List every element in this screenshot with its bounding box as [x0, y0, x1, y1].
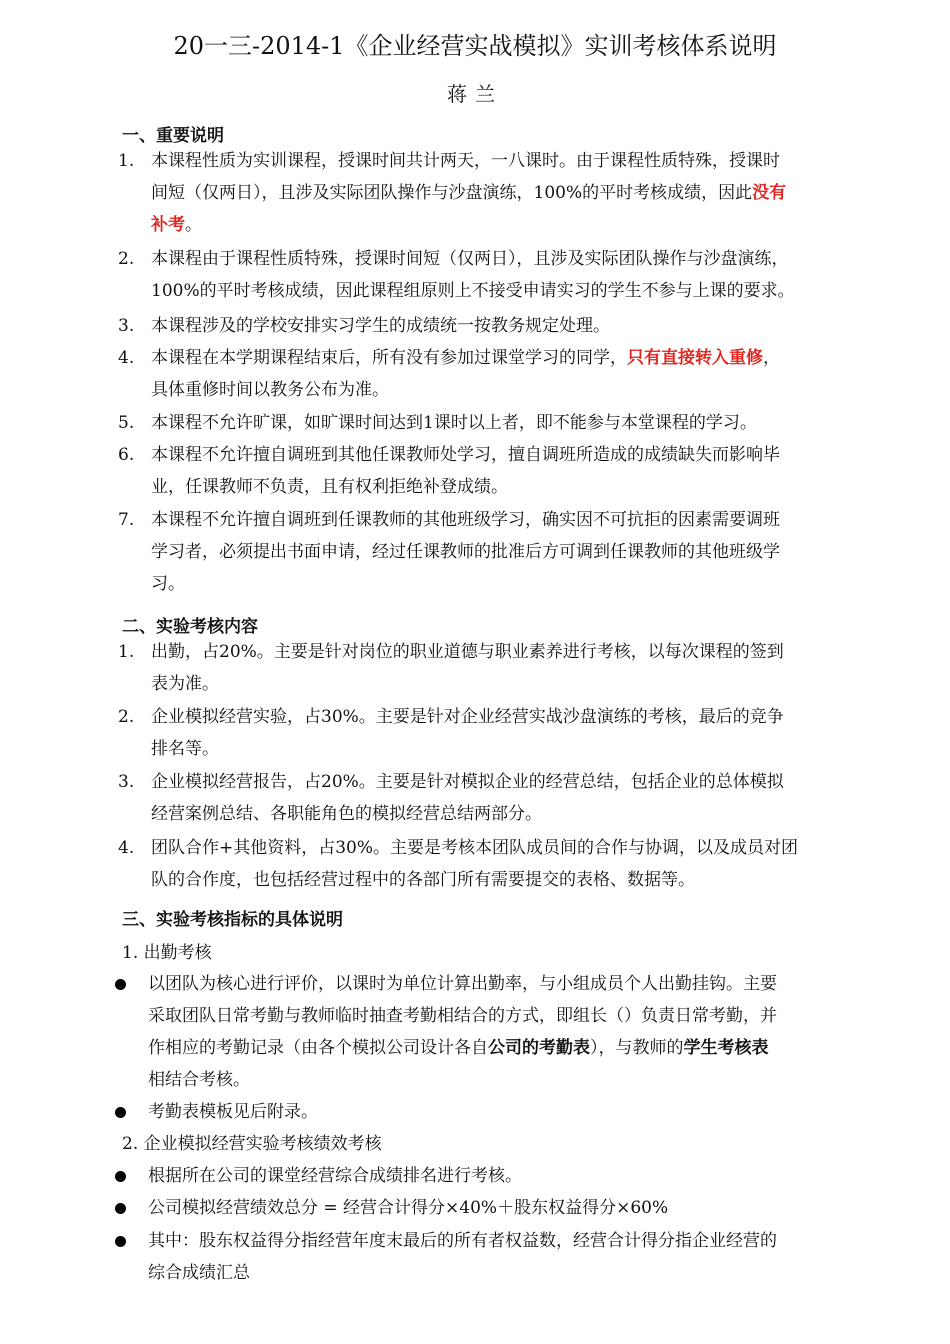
item-number: 1.: [118, 151, 135, 171]
item-text: ，: [763, 348, 780, 368]
emphasis-text: 只有直接转入重修: [627, 348, 763, 368]
item-text: 本课程在本学期课程结束后，所有没有参加过课堂学习的同学，: [151, 348, 627, 368]
item-number: 2.: [118, 249, 135, 269]
item-text: 本课程涉及的学校安排实习学生的成绩统一按教务规定处理。: [151, 316, 610, 336]
bullet-icon: [115, 1203, 126, 1214]
item-text: 本课程性质为实训课程，授课时间共计两天，一八课时。由于课程性质特殊，授课时: [151, 151, 780, 171]
item-text: 队的合作度，也包括经营过程中的各部门所有需要提交的表格、数据等。: [151, 870, 695, 890]
document-page: 20一三-2014-1《企业经营实战模拟》实训考核体系说明 蒋兰 一、重要说明 1. 本课程性质为实训课程，授课时间共计两天，一八课时。由于课程性质特殊，授课时 间短（仅两日），且涉及实际团队操作与沙盘演练，100%的平时考核成绩，因此没有 补考。 2. 本课程由于课程性质特殊，授课时间短（仅两日），且涉及实际团队操作与沙盘演练， 100%的平时考核成绩，因此课程组原则上不接受申请实习的学生不参与上课的要求。 3. 本课程涉及的学校安排实习学生的成绩统一按教务规定处理。 4. 本课程在本学期课程结束后，所有没有参加过课堂学习的同学，只有直接转入重修， 具体重修时间以教务公布为准。 5. 本课程不允许旷课，如旷课时间达到1课时以上者，即不能参与本堂课程的学习。 6. 本课程不允许擅自调班到其他任课教师处学习，擅自调班所造成的成绩缺失而影响毕 业，任课教师不负责，且有权利拒绝补登成绩。 7. 本课程不允许擅自调班到任课教师的其他班级学习，确实因不可抗拒的因素需要调班 学习者，必须提出书面申请，经过任课教师的批准后方可调到任课教师的其他班级学 习。 二、实验考核内容 1. 出勤，占20%。主要是针对岗位的职业道德与职业素养进行考核，以每次课程的签到 表为准。 2. 企业模拟经营实验，占30%。主要是针对企业经营实战沙盘演练的考核，最后的竞争 排名等。 3. 企业模拟经营报告，占20%。主要是针对模拟企业的经营总结，包括企业的总体模拟 经营案例总结、各职能角色的模拟经营总结两部分。 4. 团队合作+其他资料，占30%。主要是考核本团队成员间的合作与协调，以及成员对团 队的合作度，也包括经营过程中的各部门所有需要提交的表格、数据等。 三、实验考核指标的具体说明 1. 出勤考核 以团队为核心进行评价，以课时为单位计算出勤率，与小组成员个人出勤挂钩。主要 采取团队日常考勤与教师临时抽查考勤相结合的方式，即组长（）负责日常考勤，并 作相应的考勤记录（由各个模拟公司设计各自公司的考勤表），与教师的学生考核表 相结合考核。 考勤表模板见后附录。 2. 企业模拟经营实验考核绩效考核 根据所在公司的课堂经营综合成绩排名进行考核。 公司模拟经营绩效总分 = 经营合计得分×40%＋股东权益得分×60% 其中：股东权益得分指经营年度末最后的所有者权益数，经营合计得分指企业经营的 综合成绩汇总: [0, 0, 950, 1344]
item-number: 7.: [118, 510, 135, 530]
author-name: 蒋兰: [447, 82, 503, 106]
item-text: 学习者，必须提出书面申请，经过任课教师的批准后方可调到任课教师的其他班级学: [151, 542, 780, 562]
emphasis-text: 补考: [151, 215, 185, 235]
bullet-icon: [115, 1236, 126, 1247]
item-text: 具体重修时间以教务公布为准。: [151, 380, 389, 400]
bullet-icon: [115, 1171, 126, 1182]
item-text: 本课程由于课程性质特殊，授课时间短（仅两日），且涉及实际团队操作与沙盘演练，: [151, 249, 789, 269]
item-text: 业，任课教师不负责，且有权利拒绝补登成绩。: [151, 477, 508, 497]
item-text: 间短（仅两日），且涉及实际团队操作与沙盘演练，100%的平时考核成绩，因此: [151, 183, 753, 203]
section-heading-3: 三、实验考核指标的具体说明: [122, 910, 343, 930]
bullet-text: 综合成绩汇总: [148, 1263, 250, 1283]
item-text: 表为准。: [151, 674, 219, 694]
item-number: 6.: [118, 445, 135, 465]
item-number: 5.: [118, 413, 135, 433]
item-text: 本课程不允许旷课，如旷课时间达到1课时以上者，即不能参与本堂课程的学习。: [151, 413, 757, 433]
item-text: 经营案例总结、各职能角色的模拟经营总结两部分。: [151, 804, 542, 824]
bullet-text: ），与教师的: [590, 1038, 684, 1058]
page-title: 20一三-2014-1《企业经营实战模拟》实训考核体系说明: [173, 32, 777, 60]
item-number: 1.: [118, 642, 135, 662]
bullet-text: 相结合考核。: [148, 1070, 250, 1090]
item-text: 本课程不允许擅自调班到其他任课教师处学习，擅自调班所造成的成绩缺失而影响毕: [151, 445, 780, 465]
bullet-text: 采取团队日常考勤与教师临时抽查考勤相结合的方式，即组长（）负责日常考勤，并: [148, 1006, 777, 1026]
item-number: 3.: [118, 772, 135, 792]
item-text: 企业模拟经营报告，占20%。主要是针对模拟企业的经营总结，包括企业的总体模拟: [151, 772, 784, 792]
emphasis-text: 学生考核表: [683, 1038, 769, 1058]
item-text: 习。: [151, 574, 185, 594]
section-heading-1: 一、重要说明: [122, 126, 224, 146]
bullet-text: 以团队为核心进行评价，以课时为单位计算出勤率，与小组成员个人出勤挂钩。主要: [148, 974, 777, 994]
item-number: 4.: [118, 838, 135, 858]
bullet-icon: [115, 1107, 126, 1118]
item-number: 4.: [118, 348, 135, 368]
item-text: 出勤，占20%。主要是针对岗位的职业道德与职业素养进行考核，以每次课程的签到: [151, 642, 784, 662]
bullet-text: 公司模拟经营绩效总分 = 经营合计得分×40%＋股东权益得分×60%: [148, 1198, 669, 1218]
bullet-icon: [115, 979, 126, 990]
bullet-text: 其中：股东权益得分指经营年度末最后的所有者权益数，经营合计得分指企业经营的: [148, 1231, 777, 1251]
item-number: 3.: [118, 316, 135, 336]
item-text: 团队合作+其他资料，占30%。主要是考核本团队成员间的合作与协调，以及成员对团: [151, 838, 799, 858]
section-heading-2: 二、实验考核内容: [122, 617, 258, 637]
item-text: 排名等。: [151, 739, 219, 759]
emphasis-text: 公司的考勤表: [488, 1038, 590, 1058]
item-number: 2.: [118, 707, 135, 727]
item-text: 企业模拟经营实验，占30%。主要是针对企业经营实战沙盘演练的考核，最后的竞争: [151, 707, 784, 727]
subsection-title: 2. 企业模拟经营实验考核绩效考核: [122, 1134, 382, 1154]
bullet-text: 考勤表模板见后附录。: [148, 1102, 318, 1122]
emphasis-text: 没有: [752, 183, 787, 203]
bullet-text: 作相应的考勤记录（由各个模拟公司设计各自: [148, 1038, 488, 1058]
bullet-text: 根据所在公司的课堂经营综合成绩排名进行考核。: [148, 1166, 522, 1186]
item-text: 本课程不允许擅自调班到任课教师的其他班级学习，确实因不可抗拒的因素需要调班: [151, 510, 780, 530]
subsection-title: 1. 出勤考核: [122, 943, 212, 963]
item-text: 100%的平时考核成绩，因此课程组原则上不接受申请实习的学生不参与上课的要求。: [151, 281, 795, 301]
